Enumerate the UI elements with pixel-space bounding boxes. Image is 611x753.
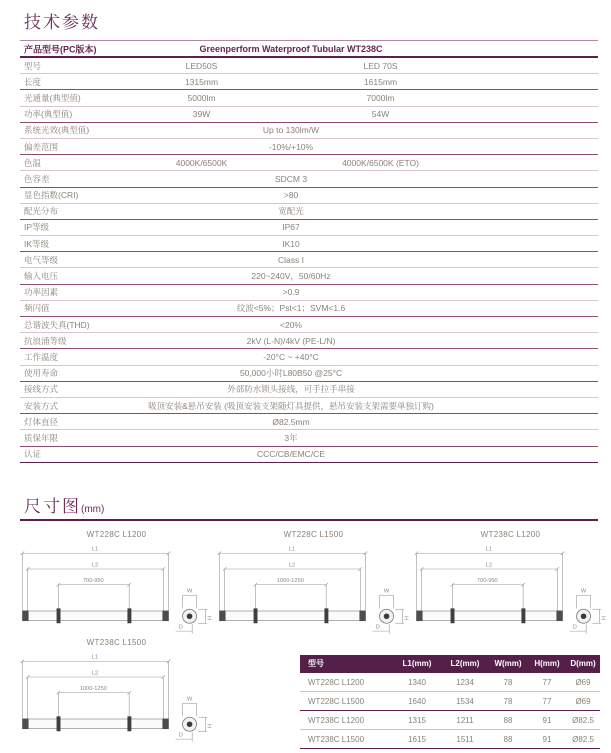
spec-value: 220~240V，50/60Hz [251,271,331,282]
diagram-title: WT228C L1200 [86,530,147,539]
spec-label: 色温 [24,157,42,168]
spec-label: 光通量(典型值) [24,92,81,103]
dim-w-label: W [186,588,193,595]
spec-value: 54W [371,109,390,120]
dim-l1-label: L1 [485,546,493,553]
dim-title-unit: (mm) [81,504,105,515]
diagram-wt228c-l1200 [18,528,215,639]
dim-h-label: H [207,615,214,621]
spec-value: 吸顶安装&悬吊安装 (吸顶安装支架随灯具提供，悬吊安装支架需要单独订购) [148,400,434,411]
spec-row-lifetime [20,366,598,382]
dim-cell: Ø69 [575,678,591,687]
spec-row-flicker [20,301,598,317]
spec-value: IK10 [282,238,300,249]
spec-row-model [20,58,598,74]
spec-label: IP等级 [24,222,50,233]
spec-header-label: 产品型号(PC版本) [24,44,97,54]
spec-row-voltage [20,268,598,284]
dim-table-row [300,711,600,730]
dim-l2-label: L2 [91,670,99,677]
spec-row-diameter [20,414,598,430]
spec-label: IK等级 [24,238,50,249]
dimension-table-header [300,655,600,673]
spec-label: 型号 [24,60,42,71]
dim-cell: Ø82.5 [572,735,594,744]
dim-cell: 88 [503,735,513,744]
spec-value: 1315mm [184,76,219,87]
spec-value: <20% [280,319,302,330]
dim-table-row [300,673,600,692]
spec-value: 7000lm [366,92,395,103]
dimension-drawing [215,541,412,639]
spec-value: 4000K/6500K (ETO) [342,157,419,168]
spec-label: 显色指数(CRI) [24,190,79,201]
dim-table-row [300,730,600,749]
spec-value: 4000K/6500K [175,157,228,168]
diagram-wt238c-l1500 [18,636,215,747]
spec-value: Up to 130lm/W [262,125,320,136]
spec-row-ik [20,236,598,252]
dim-span-label: 1000-1250 [276,578,304,585]
dim-l2-label: L2 [485,562,493,569]
dim-w-label: W [580,588,587,595]
dim-section-rule [20,519,598,521]
dim-cell: 77 [542,678,552,687]
spec-row-tolerance [20,139,598,155]
dim-cell: 1534 [456,697,474,706]
spec-label: 抗浪涌等级 [24,335,67,346]
dimension-drawing [18,541,215,639]
dim-cell: WT228C L1200 [308,678,365,687]
spec-value: 39W [192,109,211,120]
dim-cell: 1511 [456,735,474,744]
dim-cell: 1340 [408,678,426,687]
dim-d-label: D [178,624,183,631]
dim-cell: WT228C L1500 [308,697,365,706]
dim-cell: 1211 [456,716,474,725]
spec-label: 灯体直径 [24,416,59,427]
dim-cell: 91 [542,735,552,744]
spec-label: 频闪值 [24,303,50,314]
spec-row-length [20,74,598,90]
dim-w-label: W [186,696,193,703]
spec-value: SDCM 3 [274,173,308,184]
spec-label: 使用寿命 [24,368,59,379]
spec-row-beam [20,204,598,220]
spec-value: >0.9 [282,287,300,298]
dim-cell: WT238C L1500 [308,735,365,744]
dim-col-l1: L1(mm) [402,659,432,668]
spec-row-power [20,107,598,123]
dim-cell: 78 [503,697,513,706]
dim-l1-label: L1 [288,546,296,553]
diagram-title: WT228C L1500 [283,530,344,539]
dim-cell: 77 [542,697,552,706]
dim-col-model: 型号 [308,659,324,668]
spec-row-cct [20,155,598,171]
spec-row-wiring [20,382,598,398]
spec-value: -10%/+10% [268,141,314,152]
spec-value: 纹波<5%；Pst<1；SVM<1.6 [236,303,346,314]
dim-h-label: H [404,615,411,621]
dimension-table [300,655,600,749]
spec-row-warranty [20,430,598,446]
dim-w-label: W [383,588,390,595]
spec-label: 长度 [24,76,42,87]
spec-row-certification [20,447,598,463]
tech-params-title-text: 技术参数 [24,13,100,32]
spec-label: 色容差 [24,173,50,184]
spec-row-thd [20,317,598,333]
spec-label: 功率(典型值) [24,109,73,120]
spec-table-header-row [20,40,598,58]
dim-cell: Ø82.5 [572,716,594,725]
spec-value-led70s: LED 70S [363,60,398,71]
dim-col-d: D(mm) [570,659,596,668]
spec-row-class [20,252,598,268]
spec-label: 认证 [24,449,42,460]
spec-label: 总谐波失真(THD) [24,319,90,330]
spec-row-cri [20,188,598,204]
dim-l2-label: L2 [288,562,296,569]
dim-span-label: 700-950 [476,578,498,585]
dim-col-w: W(mm) [494,659,522,668]
diagram-wt228c-l1500 [215,528,412,639]
dim-l1-label: L1 [91,654,99,661]
spec-row-surge [20,333,598,349]
spec-label: 系统光效(典型值) [24,125,90,136]
spec-value: 1615mm [363,76,398,87]
spec-label: 质保年限 [24,432,59,443]
dim-cell: 91 [542,716,552,725]
dimension-drawing [412,541,609,639]
dim-cell: 1615 [408,735,426,744]
dim-col-l2: L2(mm) [450,659,480,668]
dim-cell: 1640 [408,697,426,706]
dim-cell: Ø69 [575,697,591,706]
dim-cell: 1315 [408,716,426,725]
spec-row-temp [20,349,598,365]
dim-h-label: H [601,615,608,621]
dim-d-label: D [572,624,577,631]
diagram-wt238c-l1200 [412,528,609,639]
dim-title-text: 尺寸图 [24,497,81,516]
spec-value: -20°C ~ +40°C [263,351,319,362]
spec-label: 安装方式 [24,400,59,411]
dim-d-label: D [375,624,380,631]
diagram-title: WT238C L1200 [480,530,541,539]
dim-section-title [24,492,104,517]
tech-params-title [24,8,100,33]
dim-span-label: 1000-1250 [79,686,107,693]
spec-value: 3年 [284,432,298,443]
spec-header-value: Greenperform Waterproof Tubular WT238C [199,43,383,54]
dim-d-label: D [178,732,183,739]
spec-value-led50s: LED50S [185,60,218,71]
spec-row-flux [20,90,598,106]
spec-value: >80 [283,190,299,201]
spec-value: Ø82.5mm [272,416,310,427]
spec-value: CCC/CB/EMC/CE [256,449,325,460]
spec-label: 功率因素 [24,287,59,298]
spec-value: 50,000小时L80B50 @25°C [239,368,343,379]
dim-cell: 78 [503,678,513,687]
spec-label: 输入电压 [24,271,59,282]
spec-label: 电气等级 [24,254,59,265]
dim-h-label: H [207,723,214,729]
spec-label: 配光分布 [24,206,59,217]
spec-row-pf [20,285,598,301]
dim-table-row [300,692,600,711]
dimension-drawing [18,649,215,747]
spec-label: 工作温度 [24,351,59,362]
spec-row-mounting [20,398,598,414]
diagram-title: WT238C L1500 [86,638,147,647]
dim-cell: 1234 [456,678,474,687]
spec-label: 偏差范围 [24,141,59,152]
spec-value: 外部防水锁头接线，可手拉手串接 [227,384,355,395]
spec-row-efficacy [20,123,598,139]
spec-value: 2kV (L-N)/4kV (PE-L/N) [246,335,336,346]
dim-l2-label: L2 [91,562,99,569]
spec-row-ip [20,220,598,236]
spec-value: 宽配光 [278,206,304,217]
dim-l1-label: L1 [91,546,99,553]
spec-label: 接线方式 [24,384,59,395]
spec-value: IP67 [282,222,300,233]
dim-col-h: H(mm) [534,659,560,668]
dim-span-label: 700-950 [82,578,104,585]
spec-row-sdcm [20,171,598,187]
spec-value: 5000lm [187,92,216,103]
spec-table [20,40,598,463]
spec-value: Class I [278,254,304,265]
dim-cell: WT238C L1200 [308,716,365,725]
dim-cell: 88 [503,716,513,725]
